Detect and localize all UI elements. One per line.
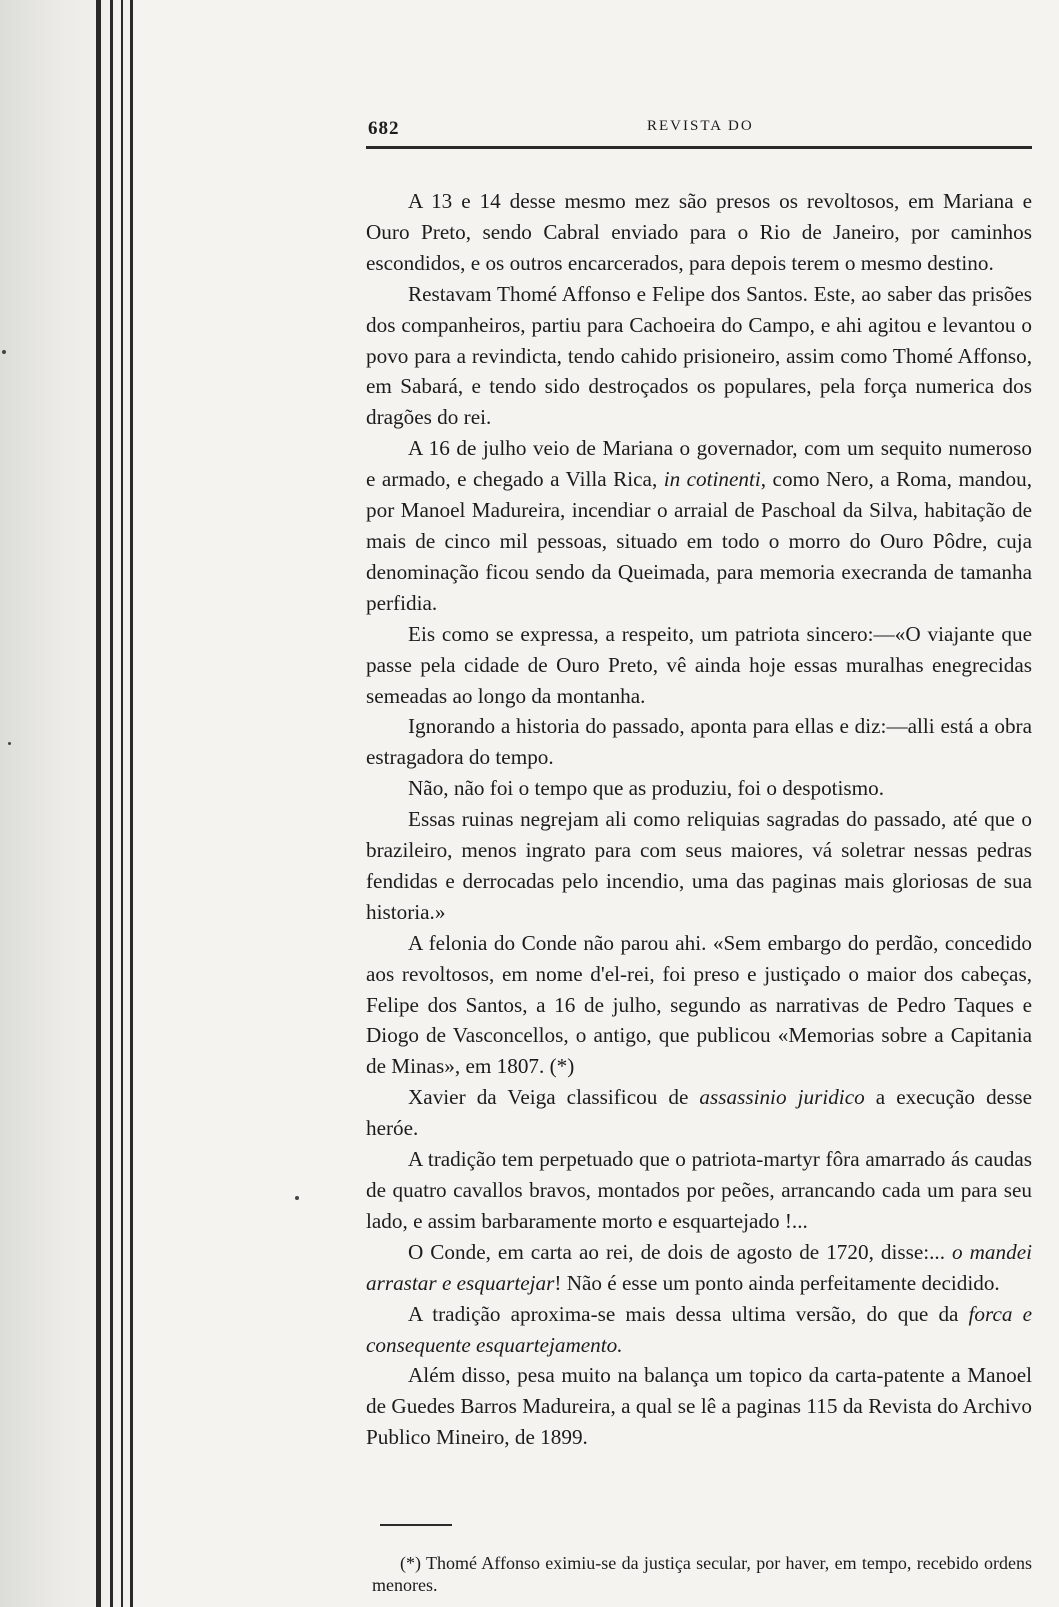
paragraph-text: Xavier da Veiga classificou de <box>408 1085 700 1110</box>
binding-line <box>110 0 113 1607</box>
paragraph <box>366 928 1032 1083</box>
paragraph-text: , como Nero, a Roma, mandou, por Manoel Madureira, incendiar o arraial de Paschoal da Silva, habitação de mais de cinco mil pessoas, situado em todo o morro do Ouro Pôdre, cuja denominação ficou sendo da Queimada, para memoria execranda de tamanha perfidia. <box>366 467 1032 615</box>
paragraph <box>366 711 1032 773</box>
body-text <box>366 186 1032 1453</box>
paragraph <box>366 773 1032 804</box>
paragraph <box>366 804 1032 928</box>
binding-line <box>130 0 133 1607</box>
paragraph-text: a execução desse heróe. <box>366 1085 1032 1141</box>
page-header <box>362 110 1032 142</box>
paragraph-text: Essas ruinas negrejam ali como reliquias sagradas do passado, até que o brazileiro, menos ingrato para com seus maiores, vá soletrar nessas pedras fendidas e derrocadas pelo incendio, uma das paginas mais gloriosas de sua historia.» <box>366 807 1032 924</box>
binding-line <box>96 0 101 1607</box>
paragraph <box>366 619 1032 712</box>
italic-text: in cotinenti <box>663 467 761 492</box>
paragraph <box>366 1299 1032 1361</box>
header-rule <box>366 146 1032 149</box>
paragraph <box>366 1144 1032 1237</box>
paragraph <box>366 279 1032 434</box>
paragraph-text: A tradição tem perpetuado que o patriota-martyr fôra amarrado ás caudas de quatro cavallos bravos, montados por peões, arrancando cada um para seu lado, e assim barbaramente morto e esquartejado !... <box>366 1147 1032 1233</box>
paragraph <box>366 1360 1032 1453</box>
paragraph-text: Ignorando a historia do passado, aponta para ellas e diz:—alli está a obra estragadora do tempo. <box>366 714 1032 770</box>
footnote: (*) Thomé Affonso eximiu-se da justiça secular, por haver, em tempo, recebido ordens menores. <box>372 1553 1032 1595</box>
paragraph-text: Restavam Thomé Affonso e Felipe dos Santos. Este, ao saber das prisões dos companheiros, partiu para Cachoeira do Campo, e ahi agitou e levantou o povo para a revindicta, tendo cahido prisioneiro, assim como Thomé Affonso, em Sabará, e tendo sido destroçados os populares, pela força numerica dos dragões do rei. <box>366 281 1032 430</box>
italic-text: o mandei arrastar e esquartejar <box>366 1239 1032 1295</box>
italic-text: assassinio juridico <box>699 1085 865 1110</box>
ink-speck <box>2 350 6 354</box>
paragraph-text: O Conde, em carta ao rei, de dois de agosto de 1720, disse:... <box>408 1239 953 1264</box>
footnote-rule <box>380 1524 452 1526</box>
paragraph-text: Eis como se expressa, a respeito, um patriota sincero:—«O viajante que passe pela cidade de Ouro Preto, vê ainda hoje essas muralhas enegrecidas semeadas ao longo da montanha. <box>366 621 1032 708</box>
paragraph-text: Além disso, pesa muito na balança um topico da carta-patente a Manoel de Guedes Barros Madureira, a qual se lê a paginas 115 da Revista do Archivo Publico Mineiro, de 1899. <box>366 1363 1032 1450</box>
ink-speck <box>8 742 11 745</box>
paragraph-text: A 16 de julho veio de Mariana o governador, com um sequito numeroso e armado, e chegado a Villa Rica, <box>366 436 1032 492</box>
running-head <box>362 110 1032 142</box>
binding-line <box>121 0 123 1607</box>
paragraph-text: Não, não foi o tempo que as produziu, foi o despotismo. <box>408 776 885 801</box>
paragraph <box>366 433 1032 618</box>
running-title: REVISTA DO <box>647 118 754 134</box>
paragraph-text: A tradição aproxima-se mais dessa ultima versão, do que da <box>408 1301 969 1326</box>
italic-text: forca e consequente esquartejamento. <box>366 1301 1032 1357</box>
paragraph-text: ! Não é esse um ponto ainda perfeitamente decidido. <box>554 1270 1000 1295</box>
paragraph <box>366 1082 1032 1144</box>
paragraph <box>366 186 1032 279</box>
paragraph <box>366 1237 1032 1299</box>
paragraph-text: A felonia do Conde não parou ahi. «Sem embargo do perdão, concedido aos revoltosos, em nome d'el-rei, foi preso e justiçado o maior dos cabeças, Felipe dos Santos, a 16 de julho, segundo as narrativas de Pedro Taques e Diogo de Vasconcellos, o antigo, que publicou «Memorias sobre a Capitania de Minas», em 1807. (*) <box>366 930 1032 1079</box>
paragraph-text: A 13 e 14 desse mesmo mez são presos os revoltosos, em Mariana e Ouro Preto, sendo Cabral enviado para o Rio de Janeiro, por caminhos escondidos, e os outros encarcerados, para depois terem o mesmo destino. <box>366 189 1032 275</box>
book-gutter <box>0 0 138 1607</box>
page-number: 682 <box>368 118 400 139</box>
ink-speck <box>295 1196 299 1200</box>
